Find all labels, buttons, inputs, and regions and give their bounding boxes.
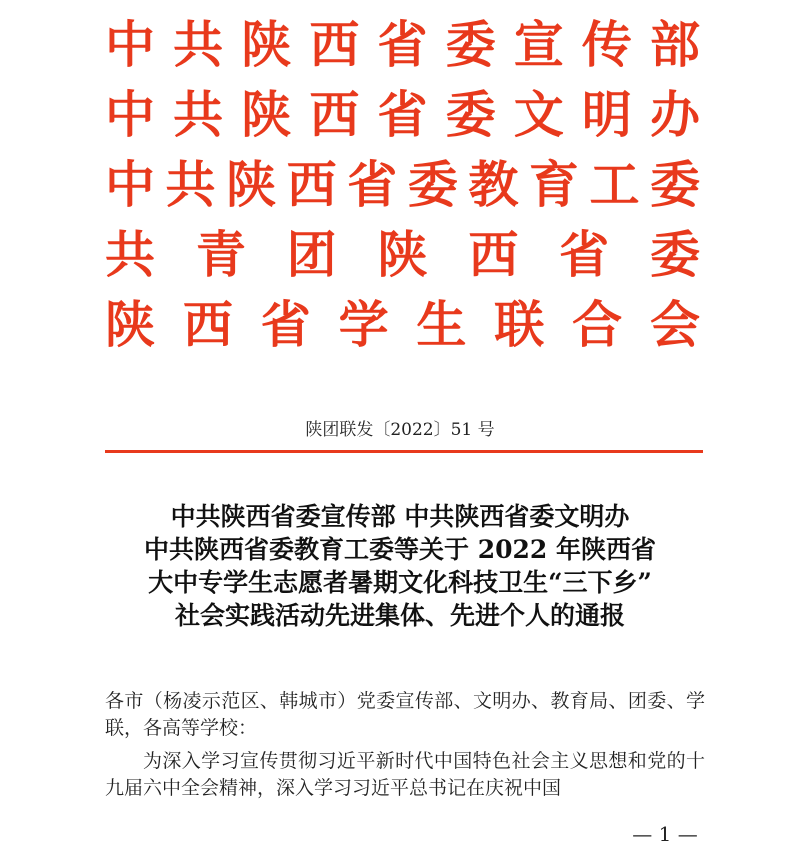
- document-number: 陕团联发〔2022〕51 号: [305, 420, 495, 440]
- title-line-1: 中共陕西省委宣传部 中共陕西省委文明办: [170, 502, 630, 531]
- title-line-4: 社会实践活动先进集体、先进个人的通报: [174, 601, 625, 630]
- title-line-3: 大中专学生志愿者暑期文化科技卫生“三下乡”: [148, 568, 652, 597]
- page-number: — 1 —: [632, 822, 698, 846]
- body-paragraph: 为深入学习宣传贯彻习近平新时代中国特色社会主义思想和党的十九届六中全会精神，深入学习习近平总书记在庆祝中国: [105, 750, 705, 799]
- document-title: [60, 500, 740, 632]
- issuer-youth-league: 共青团陕西省委: [105, 226, 700, 284]
- issuer-civilization-office: 中共陕西省委文明办: [105, 86, 700, 144]
- document-body: [105, 688, 705, 802]
- issuer-education-committee: 中共陕西省委教育工委: [105, 156, 700, 214]
- red-divider-line: [105, 450, 703, 453]
- addressee: 各市（杨凌示范区、韩城市）党委宣传部、文明办、教育局、团委、学联，各高等学校：: [105, 690, 705, 739]
- issuer-student-federation: 陕西省学生联合会: [105, 296, 700, 354]
- title-line-2: 中共陕西省委教育工委等关于 2022 年陕西省: [144, 535, 656, 564]
- issuer-propaganda-dept: 中共陕西省委宣传部: [105, 16, 700, 74]
